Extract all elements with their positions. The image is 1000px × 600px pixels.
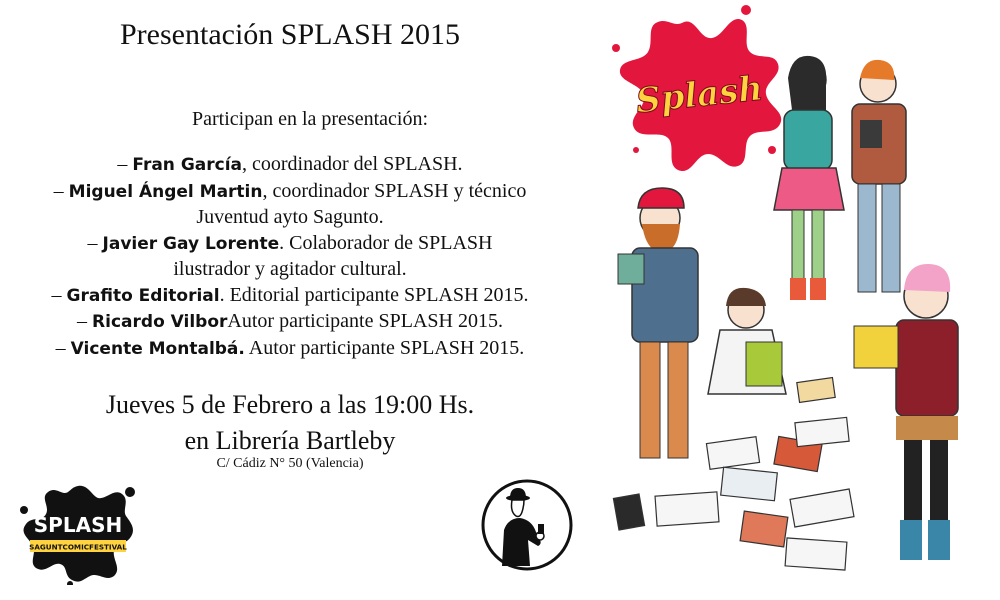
splash-main-logo [612,5,781,171]
comic [797,378,835,403]
legging [930,440,948,530]
comic [706,437,759,470]
participant-role: , coordinador SPLASH y técnico [262,179,527,202]
participant-role: . Editorial participante SPLASH 2015. [219,283,529,306]
participant-4: – Grafito Editorial. Editorial participante SPLASH 2015. [51,283,529,306]
comic [795,417,849,446]
jeans-leg [858,184,876,292]
teal-sweater [784,110,832,170]
participant-role: , coordinador del SPLASH. [242,153,463,175]
ink-drop [125,487,135,497]
woman-pink-hair-figure [854,264,958,560]
hair [788,56,826,110]
comic-book [854,326,898,368]
orange-pants-leg [668,342,688,458]
hair [726,288,766,306]
splash-main-wordmark: Splash [634,68,765,122]
participant-name: Ricardo Vilbor [92,312,228,332]
participant-role: Autor participante SPLASH 2015. [244,336,525,359]
legging [904,440,922,530]
orange-pants-leg [640,342,660,458]
hair [860,60,894,80]
boot [810,278,826,300]
splash-festival-logo [18,480,138,585]
ink-drop [20,506,28,514]
event-address: C/ Cádiz N° 50 (Valencia) [216,456,364,471]
participant-name: Javier Gay Lorente [102,233,280,254]
bartleby-logo [480,478,574,572]
comic [655,492,719,526]
participant-3-cont: ilustrador y agitador cultural. [173,258,407,280]
participant-name: Vicente Montalbá. [70,338,245,359]
child-sitting-figure [708,288,786,394]
participant-role: . Colaborador de SPLASH [279,231,493,254]
splash-small-subtitle: SAGUNTCOMICFESTIVAL [29,542,127,552]
striped-leg [812,210,824,280]
book [618,254,644,284]
boot [790,278,806,300]
splash-drop [741,5,751,15]
pink-skirt [774,168,844,210]
participant-name: Grafito Editorial [66,285,220,306]
coat-hem [896,416,958,440]
comic [721,467,778,500]
splash-drop [633,147,639,153]
participant-5: – Ricardo VilborAutor participante SPLASH 2015. [77,310,503,332]
participant-2: – Miguel Ángel Martin, coordinador SPLASH y técnico [53,179,527,202]
comic [785,538,847,570]
participant-3: – Javier Gay Lorente. Colaborador de SPLASH [87,231,493,254]
illustration-readers [596,0,1000,600]
red-cap [638,188,684,208]
participant-6: – Vicente Montalbá. Autor participante SPLASH 2015. [55,336,525,359]
intro-text: Participan en la presentación: [191,108,428,130]
bearded-man-figure [618,188,698,458]
participant-2-cont: Juventud ayto Sagunto. [196,206,384,228]
teal-boot [900,520,922,560]
participant-name: Miguel Ángel Martin [68,181,263,202]
striped-leg [792,210,804,280]
pink-hair [904,264,950,292]
event-date: Jueves 5 de Febrero a las 19:00 Hs. [105,390,475,419]
event-venue: en Librería Bartleby [184,426,396,455]
comic [613,494,644,530]
girl-teal-figure [774,56,844,300]
participants-list [10,152,570,362]
splash-drop [768,146,776,154]
splash-small-wordmark: SPLASH [33,513,123,537]
teal-boot [928,520,950,560]
red-sweater [896,320,958,416]
comic [790,489,854,527]
page-title: Presentación SPLASH 2015 [120,18,460,51]
jeans-leg [882,184,900,292]
ink-drop [67,581,73,585]
comic-book [860,120,882,148]
participant-role: Autor participante SPLASH 2015. [227,310,503,332]
boy-redhead-figure [852,60,906,292]
comic [740,511,788,547]
cup [538,524,544,534]
green-book [746,342,782,386]
participant-name: Fran García [132,155,243,175]
splash-drop [612,44,620,52]
participant-1: – Fran García, coordinador del SPLASH. [117,153,463,175]
